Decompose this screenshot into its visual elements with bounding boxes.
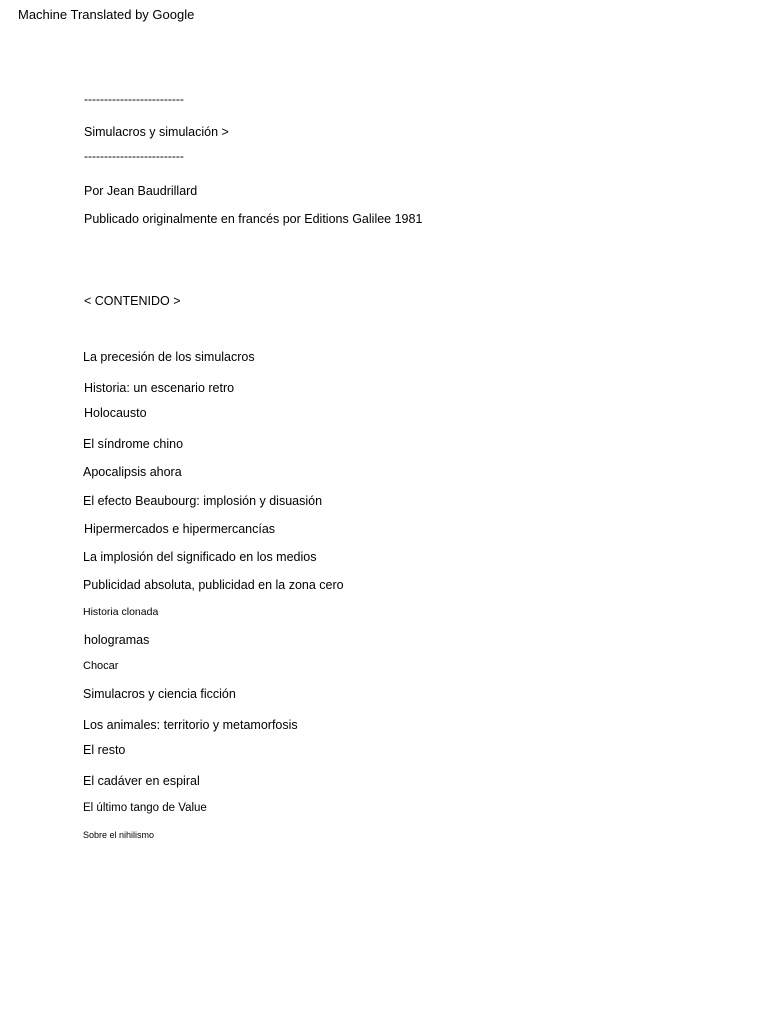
machine-translation-banner: Machine Translated by Google	[18, 7, 195, 22]
toc-item: El último tango de Value	[83, 802, 207, 814]
toc-item: Simulacros y ciencia ficción	[83, 687, 236, 701]
toc-item: hologramas	[84, 633, 150, 647]
author-line: Por Jean Baudrillard	[84, 184, 198, 198]
divider-line-bottom: -------------------------	[84, 149, 184, 163]
toc-item: El resto	[83, 743, 126, 757]
divider-line-top: -------------------------	[84, 92, 184, 106]
toc-item: El efecto Beaubourg: implosión y disuasión	[83, 494, 323, 508]
toc-item: El cadáver en espiral	[83, 774, 200, 788]
toc-item: Publicidad absoluta, publicidad en la zona cero	[83, 578, 344, 592]
toc-item: La implosión del significado en los medios	[83, 550, 317, 564]
publication-line: Publicado originalmente en francés por Editions Galilee 1981	[84, 212, 423, 226]
toc-item: Los animales: territorio y metamorfosis	[83, 718, 298, 732]
toc-item: La precesión de los simulacros	[83, 350, 255, 364]
toc-item: Chocar	[83, 660, 119, 672]
toc-item: El síndrome chino	[83, 437, 184, 451]
toc-item: Sobre el nihilismo	[83, 830, 155, 840]
document-title: Simulacros y simulación >	[84, 125, 229, 139]
toc-item: Historia: un escenario retro	[84, 381, 235, 395]
toc-item: Historia clonada	[83, 606, 159, 618]
contents-heading: < CONTENIDO >	[84, 294, 181, 308]
toc-item: Hipermercados e hipermercancías	[84, 522, 276, 536]
toc-item: Holocausto	[84, 406, 147, 420]
toc-item: Apocalipsis ahora	[83, 465, 182, 479]
